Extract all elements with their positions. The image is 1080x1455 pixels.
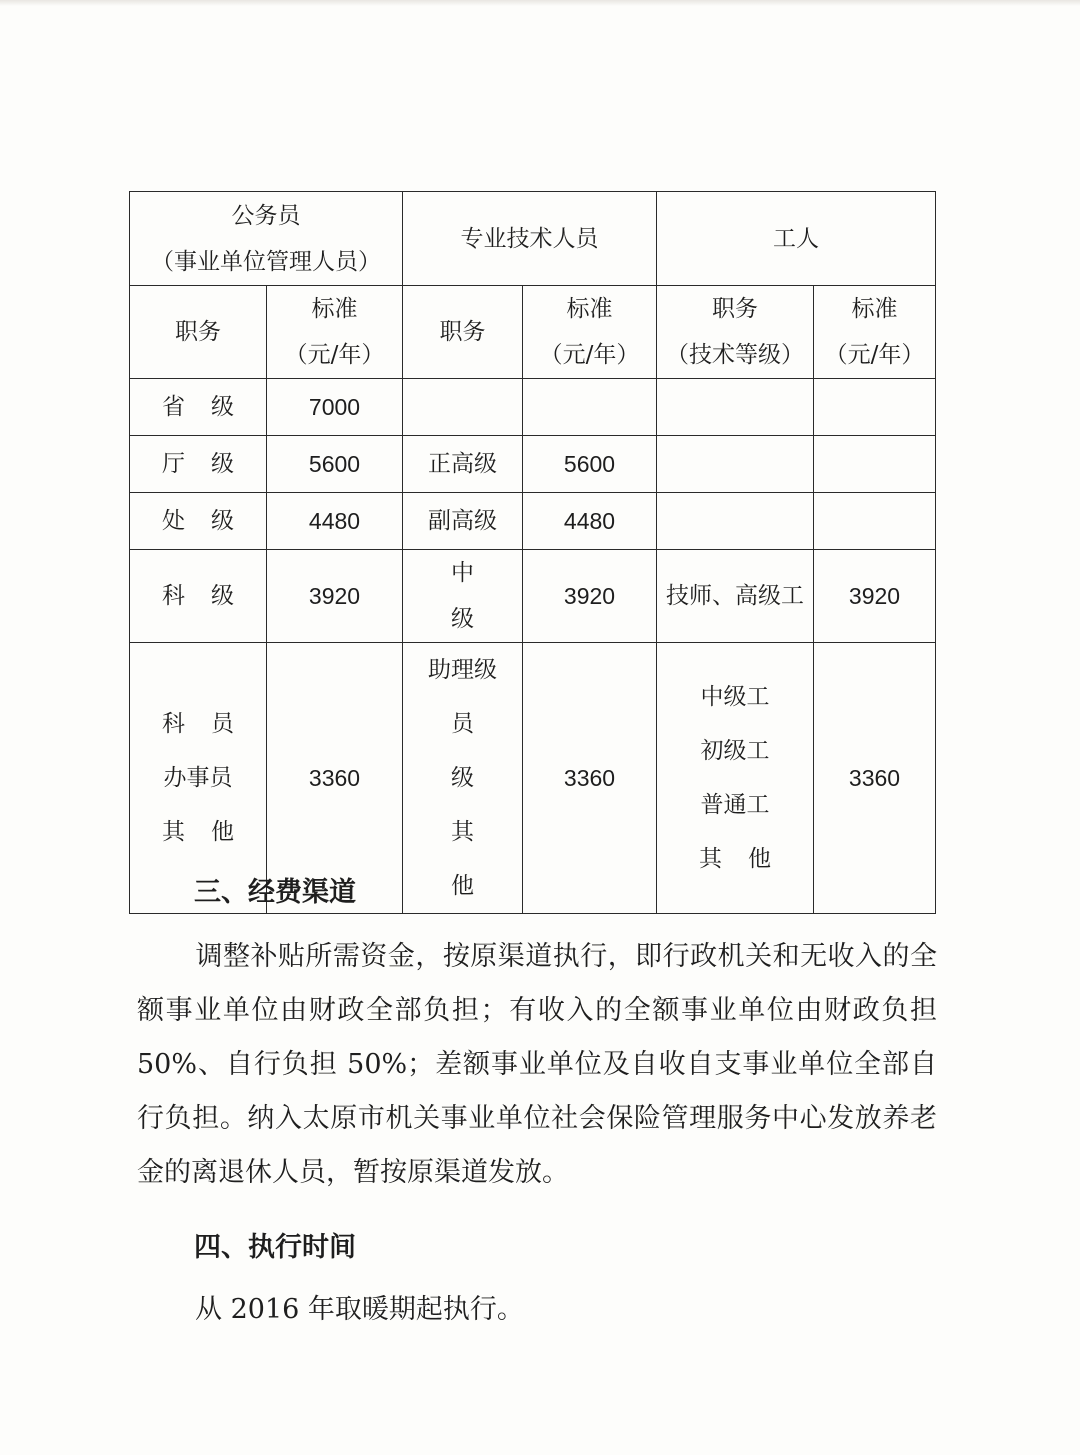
- tech-post-cell: 副高级: [403, 493, 523, 550]
- section-paragraph-effective-date: [137, 1283, 937, 1337]
- civil-standard-cell: 5600: [267, 436, 403, 493]
- sub-header-standard: 标准 （元/年）: [523, 286, 657, 379]
- worker-standard-cell: [814, 493, 936, 550]
- sub-header-post: 职务: [403, 286, 523, 379]
- civil-post-cell: 厅级: [130, 436, 267, 493]
- section-paragraph-funding: [137, 930, 937, 1200]
- paragraph-text: 从 2016 年取暖期起执行。: [195, 1294, 524, 1325]
- worker-standard-cell: 3360: [814, 643, 936, 914]
- civil-standard-cell: 3360: [267, 643, 403, 914]
- sub-header-row: [130, 286, 936, 379]
- tech-post-cell: 正高级: [403, 436, 523, 493]
- tech-standard-cell: 3920: [523, 550, 657, 643]
- sub-header-post: 职务: [130, 286, 267, 379]
- tech-post-cell: 中级: [403, 550, 523, 643]
- civil-post-cell: 科员 办事员 其他: [130, 643, 267, 914]
- group-header-workers: 工人: [657, 192, 936, 286]
- civil-standard-cell: 7000: [267, 379, 403, 436]
- worker-post-cell: 技师、高级工: [657, 550, 814, 643]
- sub-header-standard: 标准 （元/年）: [814, 286, 936, 379]
- section-heading-funding: 三、经费渠道: [194, 877, 356, 908]
- tech-standard-cell: [523, 379, 657, 436]
- group-header-technical-staff: 专业技术人员: [403, 192, 657, 286]
- civil-standard-cell: 3920: [267, 550, 403, 643]
- worker-post-cell: [657, 493, 814, 550]
- group-header-row: [130, 192, 936, 286]
- civil-standard-cell: 4480: [267, 493, 403, 550]
- table-row: [130, 436, 936, 493]
- section-heading-effective-date: 四、执行时间: [194, 1232, 356, 1263]
- worker-post-cell: [657, 436, 814, 493]
- table-row: [130, 550, 936, 643]
- paragraph-text: 调整补贴所需资金，按原渠道执行，即行政机关和无收入的全额事业单位由财政全部负担；有收入的全额事业单位由财政负担 50%、自行负担 50%；差额事业单位及自收自支事业单位全部自行负担。纳入太原市机关事业单位社会保险管理服务中心发放养老金的离退休人员，暂按原渠道发放。: [137, 941, 937, 1188]
- tech-standard-cell: 3360: [523, 643, 657, 914]
- tech-post-cell: 助理级 员级 其他: [403, 643, 523, 914]
- worker-post-cell: 中级工 初级工 普通工 其他: [657, 643, 814, 914]
- worker-standard-cell: 3920: [814, 550, 936, 643]
- tech-standard-cell: 5600: [523, 436, 657, 493]
- tech-post-cell: [403, 379, 523, 436]
- civil-post-cell: 省级: [130, 379, 267, 436]
- page-edge: [0, 0, 1080, 6]
- table-row: [130, 493, 936, 550]
- worker-standard-cell: [814, 436, 936, 493]
- subsidy-standard-table: [129, 191, 936, 914]
- sub-header-standard: 标准 （元/年）: [267, 286, 403, 379]
- tech-standard-cell: 4480: [523, 493, 657, 550]
- worker-standard-cell: [814, 379, 936, 436]
- table-row: [130, 379, 936, 436]
- civil-post-cell: 科级: [130, 550, 267, 643]
- civil-post-cell: 处级: [130, 493, 267, 550]
- sub-header-post-grade: 职务 （技术等级）: [657, 286, 814, 379]
- worker-post-cell: [657, 379, 814, 436]
- group-header-civil-servant: 公务员 （事业单位管理人员）: [130, 192, 403, 286]
